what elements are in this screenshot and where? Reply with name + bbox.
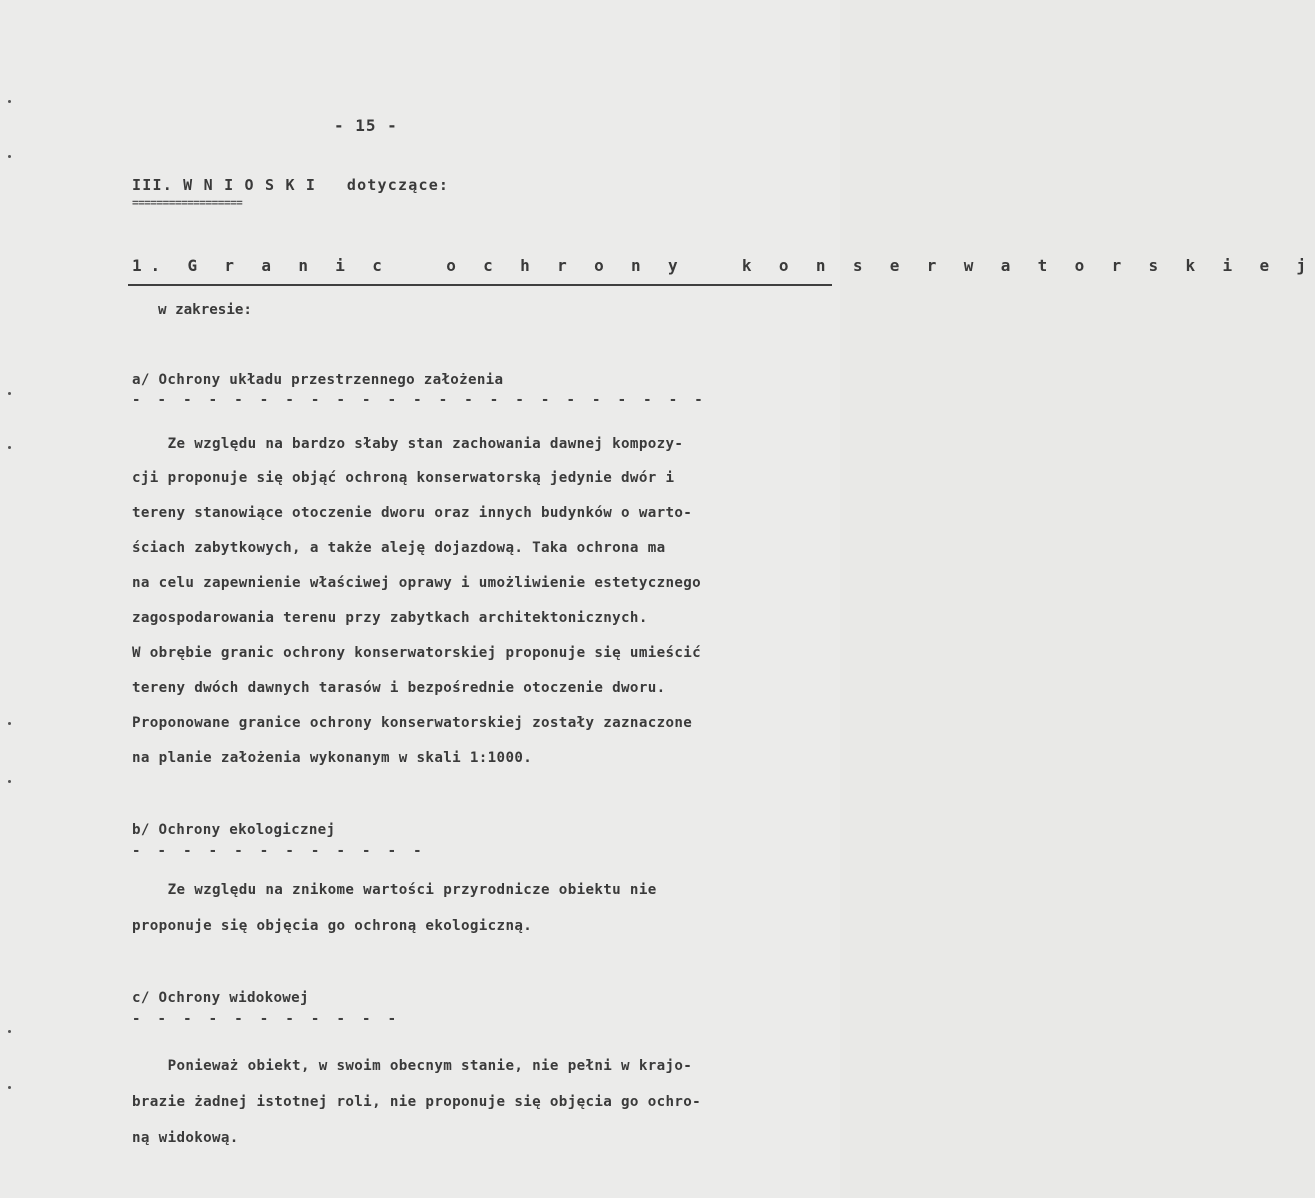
- paragraph-line: brazie żadnej istotnej roli, nie proponuje się objęcia go ochro-: [132, 1094, 702, 1110]
- margin-dot: [8, 780, 11, 783]
- margin-dot: [8, 100, 11, 103]
- paragraph-line: na celu zapewnienie właściwej oprawy i umożliwienie estetycznego: [132, 575, 702, 591]
- margin-dot: [8, 1086, 11, 1089]
- paragraph-line: Ponieważ obiekt, w swoim obecnym stanie, nie pełni w krajo-: [132, 1058, 693, 1074]
- section-title: III. W N I O S K I dotyczące:: [132, 176, 450, 194]
- section-a-underline: - - - - - - - - - - - - - - - - - - - - - - -: [132, 392, 708, 408]
- section-title-underline: ==================: [132, 196, 243, 209]
- paragraph-line: zagospodarowania terenu przy zabytkach architektonicznych.: [132, 610, 648, 626]
- section-b-underline: - - - - - - - - - - - -: [132, 843, 426, 859]
- paragraph-line: ną widokową.: [132, 1130, 239, 1146]
- heading-subtitle: w zakresie:: [158, 302, 252, 318]
- heading-boundaries: 1. G r a n i c o c h r o n y k o n s e r w a t o r s k i e j: [132, 256, 1315, 275]
- paragraph-line: tereny stanowiące otoczenie dworu oraz innych budynków o warto-: [132, 505, 693, 521]
- section-a-heading: a/ Ochrony układu przestrzennego założenia: [132, 372, 504, 388]
- page-number: - 15 -: [334, 116, 398, 135]
- section-c-heading: c/ Ochrony widokowej: [132, 990, 309, 1006]
- paragraph-line: Ze względu na bardzo słaby stan zachowania dawnej kompozy-: [132, 436, 684, 452]
- margin-dot: [8, 1030, 11, 1033]
- paragraph-line: na planie założenia wykonanym w skali 1:1000.: [132, 750, 533, 766]
- section-c-underline: - - - - - - - - - - -: [132, 1011, 401, 1027]
- heading-rule: [128, 284, 832, 286]
- margin-dot: [8, 392, 11, 395]
- section-b-heading: b/ Ochrony ekologicznej: [132, 822, 336, 838]
- paragraph-line: cji proponuje się objąć ochroną konserwatorską jedynie dwór i: [132, 470, 675, 486]
- paragraph-line: W obrębie granic ochrony konserwatorskiej proponuje się umieścić: [132, 645, 702, 661]
- margin-dot: [8, 155, 11, 158]
- paragraph-line: Ze względu na znikome wartości przyrodnicze obiektu nie: [132, 882, 657, 898]
- paragraph-line: tereny dwóch dawnych tarasów i bezpośrednie otoczenie dworu.: [132, 680, 666, 696]
- paragraph-line: ściach zabytkowych, a także aleję dojazdową. Taka ochrona ma: [132, 540, 666, 556]
- margin-dot: [8, 446, 11, 449]
- margin-dot: [8, 722, 11, 725]
- paragraph-line: Proponowane granice ochrony konserwatorskiej zostały zaznaczone: [132, 715, 693, 731]
- paragraph-line: proponuje się objęcia go ochroną ekologiczną.: [132, 918, 533, 934]
